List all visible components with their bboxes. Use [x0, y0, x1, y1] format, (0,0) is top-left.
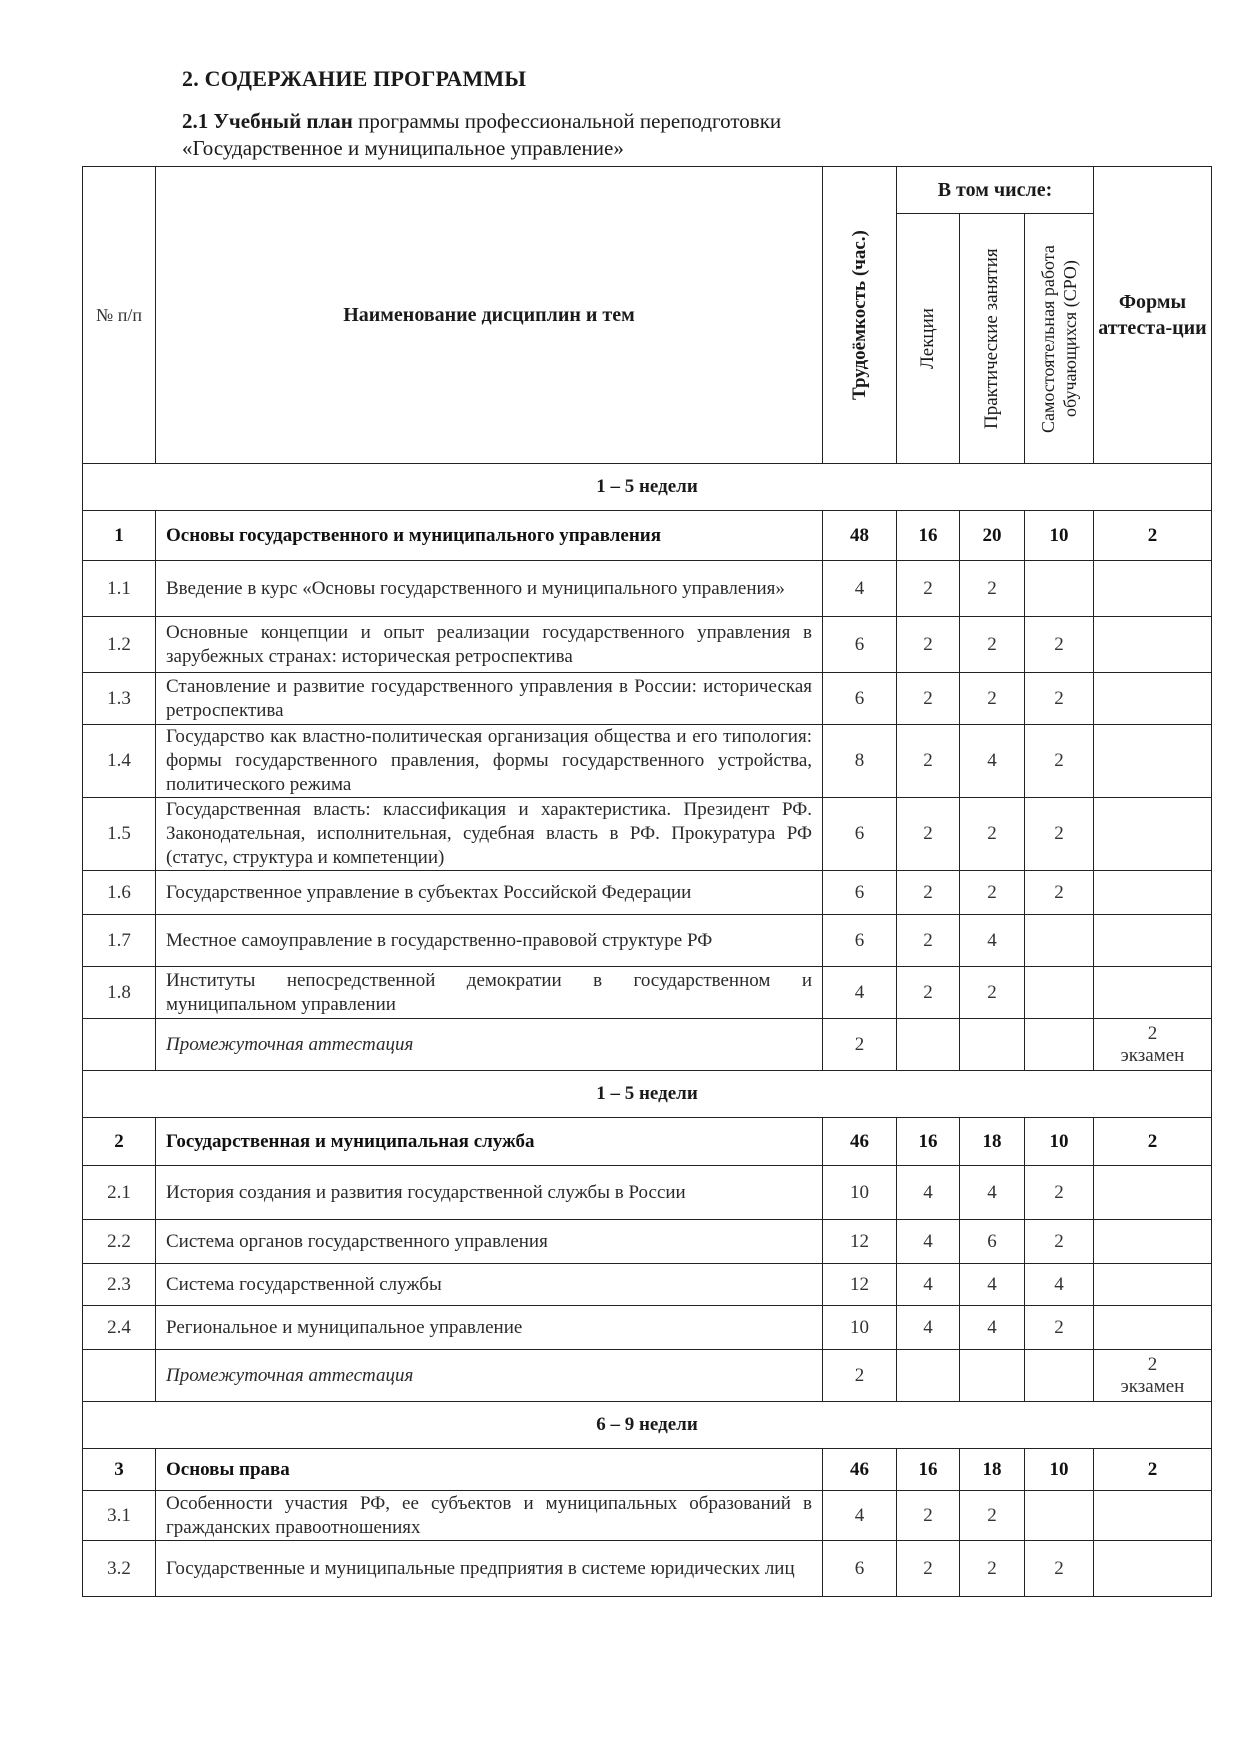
header-lectures: Лекции: [897, 214, 960, 464]
topic-form: [1094, 1491, 1212, 1541]
topic-num: 1.2: [83, 617, 156, 673]
topic-form: [1094, 798, 1212, 871]
plan-subtitle-rest: программы профессиональной переподготовки: [352, 109, 782, 133]
topic-lectures: 4: [897, 1166, 960, 1220]
attestation-srs: [1025, 1019, 1094, 1071]
topic-num: 2.4: [83, 1306, 156, 1350]
topic-form: [1094, 967, 1212, 1019]
topic-total: 4: [823, 561, 897, 617]
topic-total: 4: [823, 1491, 897, 1541]
topic-srs: [1025, 915, 1094, 967]
topic-form: [1094, 1264, 1212, 1306]
topic-num: 3.1: [83, 1491, 156, 1541]
topic-num: 1.7: [83, 915, 156, 967]
topic-srs: 2: [1025, 1306, 1094, 1350]
discipline-lectures: 16: [897, 1118, 960, 1166]
topic-total: 12: [823, 1220, 897, 1264]
topic-practice: 4: [960, 1166, 1025, 1220]
discipline-row: [83, 1449, 1212, 1491]
topic-practice: 2: [960, 617, 1025, 673]
topic-row: [83, 725, 1212, 798]
discipline-total: 48: [823, 511, 897, 561]
topic-row: [83, 617, 1212, 673]
discipline-srs: 10: [1025, 511, 1094, 561]
discipline-srs: 10: [1025, 1118, 1094, 1166]
discipline-practice: 20: [960, 511, 1025, 561]
topic-practice: 4: [960, 915, 1025, 967]
topic-name: Система органов государственного управления: [156, 1220, 823, 1264]
topic-name: Основные концепции и опыт реализации государственного управления в зарубежных странах: историческая ретроспектива: [156, 617, 823, 673]
topic-form: [1094, 871, 1212, 915]
discipline-total: 46: [823, 1118, 897, 1166]
discipline-form: 2: [1094, 1449, 1212, 1491]
topic-lectures: 4: [897, 1264, 960, 1306]
topic-name: История создания и развития государственной службы в России: [156, 1166, 823, 1220]
topic-form: [1094, 617, 1212, 673]
topic-lectures: 2: [897, 725, 960, 798]
attestation-practice: [960, 1350, 1025, 1402]
topic-lectures: 2: [897, 871, 960, 915]
topic-practice: 2: [960, 798, 1025, 871]
topic-total: 4: [823, 967, 897, 1019]
topic-practice: 2: [960, 967, 1025, 1019]
topic-lectures: 2: [897, 617, 960, 673]
topic-srs: [1025, 967, 1094, 1019]
discipline-practice: 18: [960, 1449, 1025, 1491]
discipline-practice: 18: [960, 1118, 1025, 1166]
attestation-srs: [1025, 1350, 1094, 1402]
topic-row: [83, 915, 1212, 967]
topic-total: 6: [823, 798, 897, 871]
topic-total: 6: [823, 871, 897, 915]
week-row: [83, 1402, 1212, 1449]
topic-practice: 2: [960, 1541, 1025, 1597]
topic-num: 1.5: [83, 798, 156, 871]
topic-total: 6: [823, 1541, 897, 1597]
topic-num: 1.6: [83, 871, 156, 915]
topic-form: [1094, 561, 1212, 617]
discipline-lectures: 16: [897, 1449, 960, 1491]
attestation-lectures: [897, 1350, 960, 1402]
topic-lectures: 2: [897, 967, 960, 1019]
topic-srs: [1025, 561, 1094, 617]
attestation-form: [1094, 1019, 1212, 1071]
topic-row: [83, 1220, 1212, 1264]
attestation-practice: [960, 1019, 1025, 1071]
topic-name: Особенности участия РФ, ее субъектов и муниципальных образований в гражданских правоотношениях: [156, 1491, 823, 1541]
attestation-num: [83, 1350, 156, 1402]
topic-srs: [1025, 1491, 1094, 1541]
topic-srs: 2: [1025, 798, 1094, 871]
topic-name: Местное самоуправление в государственно-правовой структуре РФ: [156, 915, 823, 967]
week-row: [83, 1071, 1212, 1118]
topic-practice: 4: [960, 1306, 1025, 1350]
header-srs: Самостоятельная работа обучающихся (СРО): [1025, 214, 1094, 464]
attestation-num: [83, 1019, 156, 1071]
topic-name: Введение в курс «Основы государственного и муниципального управления»: [156, 561, 823, 617]
topic-practice: 6: [960, 1220, 1025, 1264]
discipline-name: Основы государственного и муниципального управления: [156, 511, 823, 561]
topic-form: [1094, 915, 1212, 967]
topic-name: Региональное и муниципальное управление: [156, 1306, 823, 1350]
topic-practice: 4: [960, 725, 1025, 798]
discipline-num: 3: [83, 1449, 156, 1491]
attestation-row: [83, 1019, 1212, 1071]
topic-name: Государство как властно-политическая организация общества и его типология: формы государственного правления, формы государственного устройства, политического режима: [156, 725, 823, 798]
topic-row: [83, 798, 1212, 871]
program-name: «Государственное и муниципальное управление»: [182, 136, 624, 160]
topic-lectures: 4: [897, 1220, 960, 1264]
topic-total: 8: [823, 725, 897, 798]
topic-practice: 2: [960, 673, 1025, 725]
curriculum-body: [83, 464, 1212, 1597]
topic-practice: 2: [960, 561, 1025, 617]
topic-row: [83, 1491, 1212, 1541]
topic-srs: 2: [1025, 871, 1094, 915]
discipline-form: 2: [1094, 1118, 1212, 1166]
topic-srs: 2: [1025, 1541, 1094, 1597]
discipline-name: Государственная и муниципальная служба: [156, 1118, 823, 1166]
discipline-srs: 10: [1025, 1449, 1094, 1491]
topic-num: 2.3: [83, 1264, 156, 1306]
header-including: В том числе:: [897, 167, 1094, 214]
attestation-form-type: экзамен: [1120, 1044, 1185, 1066]
discipline-form: 2: [1094, 511, 1212, 561]
topic-row: [83, 967, 1212, 1019]
topic-lectures: 2: [897, 561, 960, 617]
topic-num: 2.2: [83, 1220, 156, 1264]
topic-row: [83, 1166, 1212, 1220]
topic-lectures: 2: [897, 798, 960, 871]
topic-practice: 2: [960, 1491, 1025, 1541]
week-label: 1 – 5 недели: [83, 464, 1212, 511]
curriculum-table: [82, 166, 1212, 1597]
attestation-name: Промежуточная аттестация: [156, 1350, 823, 1402]
topic-name: Государственная власть: классификация и характеристика. Президент РФ. Законодательная, исполнительная, судебная власть в РФ. Прокуратура РФ (статус, структура и компетенции): [156, 798, 823, 871]
week-label: 1 – 5 недели: [83, 1071, 1212, 1118]
topic-practice: 2: [960, 871, 1025, 915]
topic-form: [1094, 725, 1212, 798]
attestation-form-type: экзамен: [1120, 1375, 1185, 1397]
topic-total: 6: [823, 915, 897, 967]
attestation-total: 2: [823, 1019, 897, 1071]
topic-name: Институты непосредственной демократии в государственном и муниципальном управлении: [156, 967, 823, 1019]
topic-lectures: 2: [897, 1491, 960, 1541]
topic-srs: 2: [1025, 673, 1094, 725]
attestation-lectures: [897, 1019, 960, 1071]
topic-lectures: 4: [897, 1306, 960, 1350]
topic-form: [1094, 1306, 1212, 1350]
topic-name: Государственное управление в субъектах Российской Федерации: [156, 871, 823, 915]
topic-name: Государственные и муниципальные предприятия в системе юридических лиц: [156, 1541, 823, 1597]
topic-total: 10: [823, 1306, 897, 1350]
topic-num: 3.2: [83, 1541, 156, 1597]
topic-lectures: 2: [897, 915, 960, 967]
topic-row: [83, 1306, 1212, 1350]
topic-form: [1094, 673, 1212, 725]
topic-total: 6: [823, 673, 897, 725]
topic-srs: 2: [1025, 617, 1094, 673]
topic-name: Становление и развитие государственного управления в России: историческая ретроспектива: [156, 673, 823, 725]
discipline-lectures: 16: [897, 511, 960, 561]
attestation-form: [1094, 1350, 1212, 1402]
topic-total: 12: [823, 1264, 897, 1306]
topic-form: [1094, 1166, 1212, 1220]
topic-srs: 2: [1025, 1166, 1094, 1220]
topic-total: 6: [823, 617, 897, 673]
header-forms: Формы аттеста-ции: [1094, 167, 1212, 464]
attestation-row: [83, 1350, 1212, 1402]
week-row: [83, 464, 1212, 511]
discipline-row: [83, 1118, 1212, 1166]
discipline-row: [83, 511, 1212, 561]
topic-row: [83, 561, 1212, 617]
topic-row: [83, 1541, 1212, 1597]
discipline-total: 46: [823, 1449, 897, 1491]
topic-num: 2.1: [83, 1166, 156, 1220]
topic-srs: 2: [1025, 725, 1094, 798]
section-title: 2. СОДЕРЖАНИЕ ПРОГРАММЫ: [182, 66, 527, 91]
discipline-num: 2: [83, 1118, 156, 1166]
topic-srs: 2: [1025, 1220, 1094, 1264]
header-total: Трудоёмкость (час.): [823, 167, 897, 464]
topic-total: 10: [823, 1166, 897, 1220]
topic-form: [1094, 1220, 1212, 1264]
topic-num: 1.3: [83, 673, 156, 725]
topic-lectures: 2: [897, 1541, 960, 1597]
attestation-total: 2: [823, 1350, 897, 1402]
attestation-form-hours: 2: [1147, 1022, 1158, 1044]
plan-subtitle: [182, 108, 781, 162]
header-num: № п/п: [83, 167, 156, 464]
topic-name: Система государственной службы: [156, 1264, 823, 1306]
header-name: Наименование дисциплин и тем: [156, 167, 823, 464]
attestation-form-hours: 2: [1147, 1353, 1158, 1375]
topic-row: [83, 871, 1212, 915]
header-practice: Практические занятия: [960, 214, 1025, 464]
week-label: 6 – 9 недели: [83, 1402, 1212, 1449]
topic-num: 1.4: [83, 725, 156, 798]
plan-subtitle-bold: 2.1 Учебный план: [182, 109, 353, 133]
topic-lectures: 2: [897, 673, 960, 725]
topic-practice: 4: [960, 1264, 1025, 1306]
topic-row: [83, 673, 1212, 725]
topic-srs: 4: [1025, 1264, 1094, 1306]
topic-row: [83, 1264, 1212, 1306]
discipline-num: 1: [83, 511, 156, 561]
topic-num: 1.8: [83, 967, 156, 1019]
attestation-name: Промежуточная аттестация: [156, 1019, 823, 1071]
topic-num: 1.1: [83, 561, 156, 617]
discipline-name: Основы права: [156, 1449, 823, 1491]
topic-form: [1094, 1541, 1212, 1597]
